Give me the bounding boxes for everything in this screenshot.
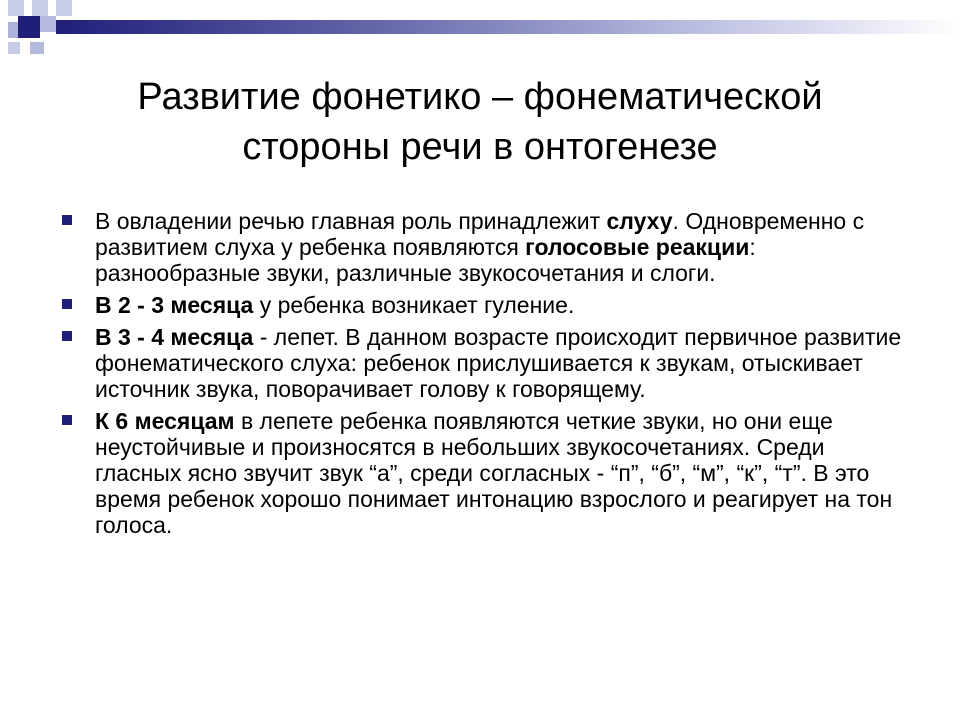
bullet-text: - лепет. В данном возрасте происходит первичное развитие фонематического слуха: ребенок прислушивается к звукам, отыскивает источник звука, поворачивает голову к говорящему. [95,324,902,402]
bullet-item [62,292,912,318]
decor-square [30,42,44,54]
square-bullet-icon [62,331,72,341]
square-bullet-icon [62,415,72,425]
decor-square [32,0,48,16]
bullet-bold-text: В 3 - 4 месяца [95,324,254,350]
bullet-bold-text: слуху [606,208,673,234]
bullet-bold-text: В 2 - 3 месяца [95,292,254,318]
bullet-text: : разнообразные звуки, различные звукосочетания и слоги. [95,234,756,286]
header-decoration [0,0,960,60]
bullet-bold-text: К 6 месяцам [95,408,235,434]
decor-square [8,0,24,16]
bullet-bold-text: голосовые реакции [525,234,750,260]
title-line-1: Развитие фонетико – фонематической [137,76,823,118]
bullet-item [62,208,912,286]
header-gradient-bar [56,20,960,34]
decor-square [56,0,72,16]
bullet-text: В овладении речью главная роль принадлежит [95,208,607,234]
title-line-2: стороны речи в онтогенезе [242,126,718,168]
decor-square [8,22,18,38]
square-bullet-icon [62,215,72,225]
decor-square [8,42,20,54]
decor-square [18,16,40,38]
decor-square [40,16,56,32]
bullet-text: у ребенка возникает гуление. [253,292,575,318]
bullet-text: в лепете ребенка появляются четкие звуки, но они еще неустойчивые и произносятся в небольших звукосочетаниях. Среди гласных ясно звучит звук “а”, среди согласных - “п”, “б”, “м”, “к”, “т”. В это время ребенок хорошо понимает интонацию взрослого и реагирует на тон голоса. [95,408,893,538]
square-bullet-icon [62,299,72,309]
bullet-text: . Одновременно с развитием слуха у ребенка появляются [95,208,865,260]
bullet-item [62,408,912,538]
bullet-list [62,208,912,544]
slide-title [40,72,920,172]
bullet-item [62,324,912,402]
